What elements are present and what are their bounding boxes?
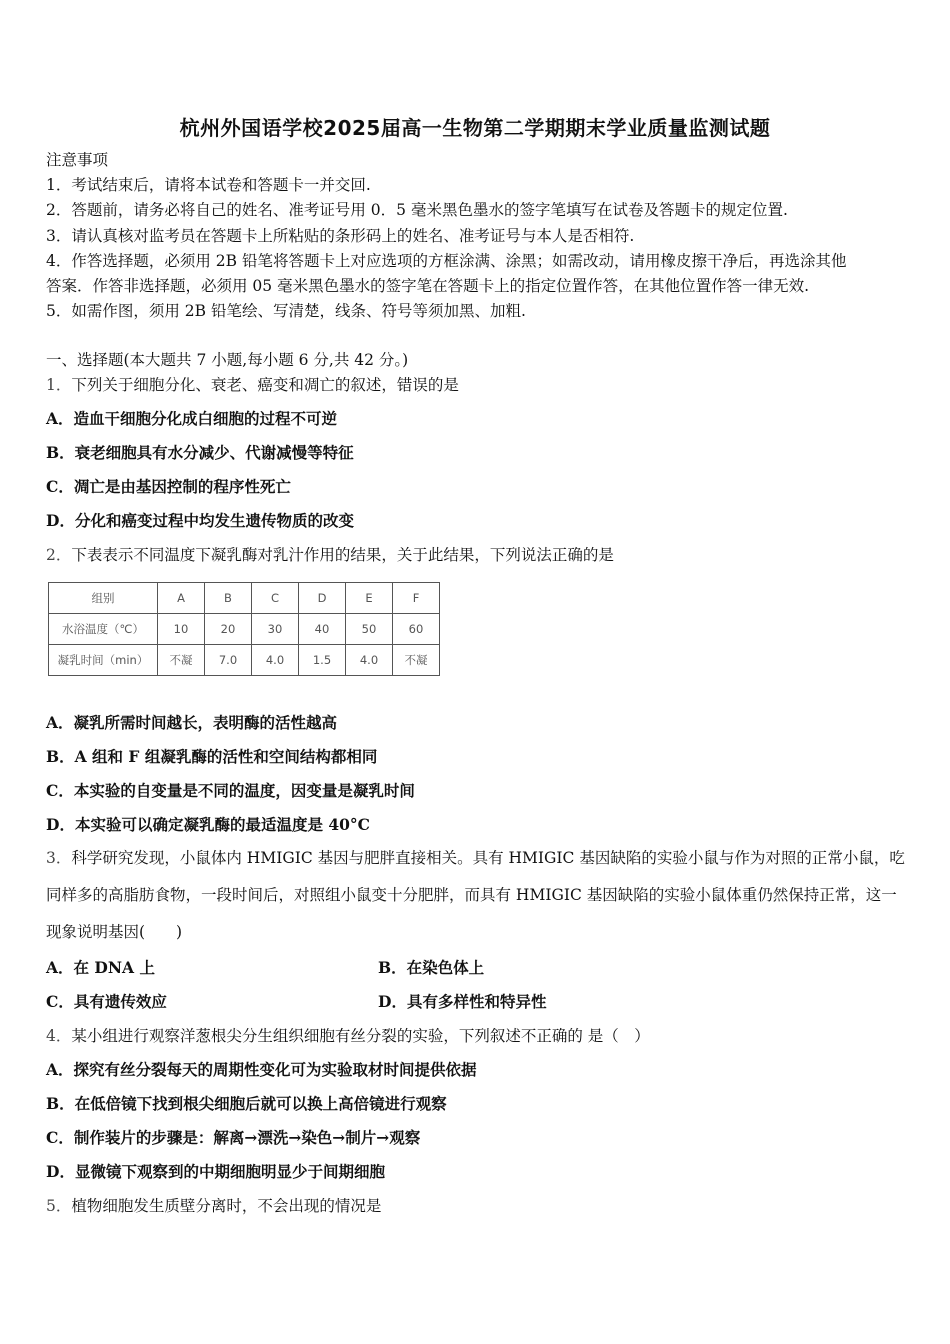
note-item: 答案．作答非选择题，必须用 05 毫米黑色墨水的签字笔在答题卡上的指定位置作答，在其他位置作答一律无效. (46, 277, 810, 295)
question-number: 2． (46, 546, 72, 564)
q2-option-a: A．凝乳所需时间越长，表明酶的活性越高 (46, 713, 338, 732)
q3-option-c: C．具有遗传效应 (46, 992, 167, 1011)
table-cell: 组别 (49, 583, 158, 614)
q1-option-c: C．凋亡是由基因控制的程序性死亡 (46, 477, 291, 496)
q2-option-d: D．本实验可以确定凝乳酶的最适温度是 40°C (46, 815, 370, 834)
table-cell: A (158, 583, 205, 614)
question-text: 植物细胞发生质壁分离时，不会出现的情况是 (71, 1197, 382, 1215)
table-cell: 60 (393, 614, 440, 645)
table-row (49, 645, 440, 676)
table-cell: 10 (158, 614, 205, 645)
table-row (49, 614, 440, 645)
q2-option-b: B．A 组和 F 组凝乳酶的活性和空间结构都相同 (46, 747, 378, 766)
question-2-stem (46, 545, 614, 565)
question-number: 4． (46, 1027, 72, 1045)
table-cell: 水浴温度（℃） (49, 614, 158, 645)
note-item: 4．作答选择题，必须用 2B 铅笔将答题卡上对应选项的方框涂满、涂黑；如需改动，请用橡皮擦干净后，再选涂其他 (46, 252, 847, 270)
question-1-stem (46, 375, 459, 395)
q3-option-d: D．具有多样性和特异性 (378, 992, 547, 1011)
note-item: 1．考试结束后，请将本试卷和答题卡一并交回. (46, 176, 371, 194)
note-item: 2．答题前，请务必将自己的姓名、准考证号用 0．5 毫米黑色墨水的签字笔填写在试卷及答题卡的规定位置. (46, 201, 788, 219)
question-4-stem (46, 1026, 650, 1046)
table-cell: 不凝 (393, 645, 440, 676)
table-cell: 40 (299, 614, 346, 645)
q1-option-a: A．造血干细胞分化成白细胞的过程不可逆 (46, 409, 338, 428)
notes-heading: 注意事项 (46, 151, 109, 169)
note-item: 5．如需作图，须用 2B 铅笔绘、写清楚，线条、符号等须加黑、加粗. (46, 302, 526, 320)
table-cell: C (252, 583, 299, 614)
table-header-row (49, 583, 440, 614)
table-cell: 50 (346, 614, 393, 645)
question-5-stem (46, 1196, 381, 1216)
question-number: 3． (46, 849, 72, 867)
q1-option-b: B．衰老细胞具有水分减少、代谢减慢等特征 (46, 443, 354, 462)
page-title: 杭州外国语学校2025届高一生物第二学期期末学业质量监测试题 (179, 116, 771, 140)
question-text: 科学研究发现，小鼠体内 HMIGIC 基因与肥胖直接相关。具有 HMIGIC 基因缺陷的实验小鼠与作为对照的正常小鼠，吃同样多的高脂肪食物，一段时间后，对照组小鼠变十分肥胖，而具有 HMIGIC 基因缺陷的实验小鼠体重仍然保持正常，这一现象说明基因( ) (46, 849, 905, 941)
q4-option-b: B．在低倍镜下找到根尖细胞后就可以换上高倍镜进行观察 (46, 1094, 447, 1113)
table-cell: 凝乳时间（min） (49, 645, 158, 676)
table-cell: F (393, 583, 440, 614)
question-number: 5． (46, 1197, 72, 1215)
q2-option-c: C．本实验的自变量是不同的温度，因变量是凝乳时间 (46, 781, 415, 800)
note-item: 3．请认真核对监考员在答题卡上所粘贴的条形码上的姓名、准考证号与本人是否相符. (46, 227, 635, 245)
table-cell: 4.0 (346, 645, 393, 676)
question-number: 1． (46, 376, 72, 394)
data-table (48, 582, 440, 676)
q3-option-b: B．在染色体上 (378, 958, 485, 977)
q4-option-a: A．探究有丝分裂每天的周期性变化可为实验取材时间提供依据 (46, 1060, 477, 1079)
table-cell: 4.0 (252, 645, 299, 676)
table-cell: 20 (205, 614, 252, 645)
table-cell: 7.0 (205, 645, 252, 676)
q3-option-a: A．在 DNA 上 (46, 958, 155, 977)
section-heading: 一、选择题(本大题共 7 小题,每小题 6 分,共 42 分。) (46, 351, 409, 369)
q1-option-d: D．分化和癌变过程中均发生遗传物质的改变 (46, 511, 354, 530)
question-text: 下表表示不同温度下凝乳酶对乳汁作用的结果，关于此结果，下列说法正确的是 (71, 546, 614, 564)
table-cell: 30 (252, 614, 299, 645)
table-cell: E (346, 583, 393, 614)
table-cell: B (205, 583, 252, 614)
q4-option-c: C．制作装片的步骤是：解离→漂洗→染色→制片→观察 (46, 1128, 421, 1147)
q4-option-d: D．显微镜下观察到的中期细胞明显少于间期细胞 (46, 1162, 385, 1181)
table-cell: 不凝 (158, 645, 205, 676)
question-text: 下列关于细胞分化、衰老、癌变和凋亡的叙述，错误的是 (71, 376, 459, 394)
table-cell: 1.5 (299, 645, 346, 676)
question-text: 某小组进行观察洋葱根尖分生组织细胞有丝分裂的实验，下列叙述不正确的 是（ ） (71, 1027, 650, 1045)
table-cell: D (299, 583, 346, 614)
question-3-stem (46, 840, 908, 951)
